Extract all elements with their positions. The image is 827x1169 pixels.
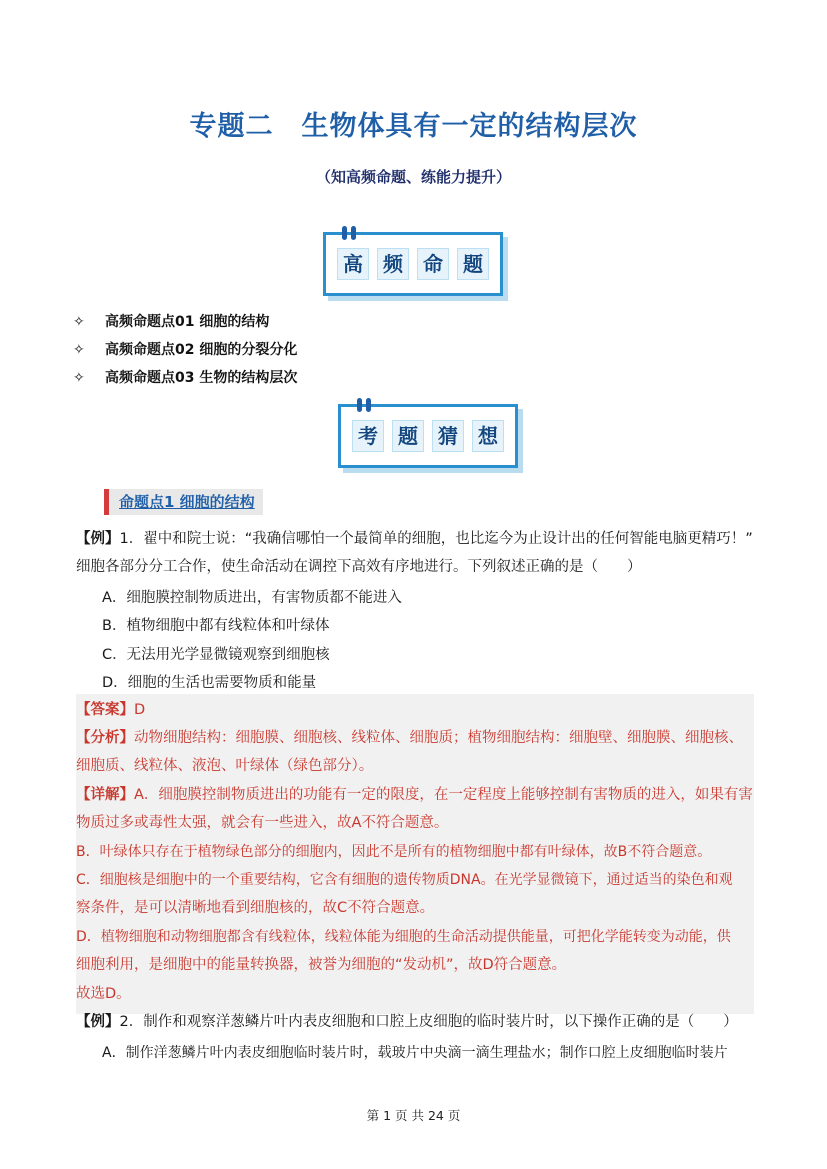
detail-text: 细胞利用，是细胞中的能量转换器，被誉为细胞的“发动机”，故D符合题意。	[76, 957, 567, 973]
option-a: A．细胞膜控制物质进出，有害物质都不能进入	[102, 590, 402, 606]
document-title: 专题二 生物体具有一定的结构层次	[189, 111, 638, 142]
page-number: 第 1 页 共 24 页	[366, 1108, 461, 1123]
section-heading: 命题点1 细胞的结构	[104, 489, 263, 515]
question-1-line: 细胞各部分分工合作，使生命活动在调控下高效有序地进行。下列叙述正确的是（ ）	[76, 559, 642, 575]
example-tag: 【例】	[76, 531, 120, 547]
star-bullet-icon: ✧	[73, 370, 85, 386]
document-subtitle: （知高频命题、练能力提升）	[315, 168, 511, 186]
detail-text: A．细胞膜控制物质进出的功能有一定的限度，在一定程度上能够控制有害物质的进入，如果有害	[134, 787, 753, 803]
option-c: C．无法用光学显微镜观察到细胞核	[102, 647, 330, 663]
analysis-tag: 【分析】	[76, 730, 134, 746]
banner-char: 命	[417, 248, 449, 280]
toc-item	[73, 339, 297, 359]
banner-char: 考	[352, 420, 384, 452]
toc-item-label: 高频命题点01 细胞的结构	[105, 314, 270, 330]
banner-char: 题	[457, 248, 489, 280]
option-d: D．细胞的生活也需要物质和能量	[102, 675, 317, 691]
option-b: B．植物细胞中都有线粒体和叶绿体	[102, 618, 330, 634]
detail-text: 故选D。	[76, 986, 131, 1002]
question-1-line	[76, 529, 753, 549]
answer-value: D	[134, 702, 146, 718]
detail-text: 察条件，是可以清晰地看到细胞核的，故C不符合题意。	[76, 900, 435, 916]
question-text: 2．制作和观察洋葱鳞片叶内表皮细胞和口腔上皮细胞的临时装片时，以下操作正确的是（ ）	[119, 1014, 738, 1030]
detail-line	[76, 785, 753, 805]
option-a: A．制作洋葱鳞片叶内表皮细胞临时装片时，载玻片中央滴一滴生理盐水；制作口腔上皮细胞临时装片	[102, 1045, 728, 1061]
answer-tag: 【答案】	[76, 702, 134, 718]
detail-tag: 【详解】	[76, 787, 134, 803]
analysis-line	[76, 728, 743, 748]
example-tag: 【例】	[76, 1014, 120, 1030]
question-2-line	[76, 1012, 738, 1032]
exam-guess-banner	[338, 404, 518, 468]
banner-char: 高	[337, 248, 369, 280]
banner-char: 题	[392, 420, 424, 452]
toc-item-label: 高频命题点03 生物的结构层次	[105, 370, 298, 386]
star-bullet-icon: ✧	[73, 342, 85, 358]
analysis-text: 细胞质、线粒体、液泡、叶绿体（绿色部分）。	[76, 758, 374, 774]
toc-item-label: 高频命题点02 细胞的分裂分化	[105, 342, 298, 358]
detail-text: C．细胞核是细胞中的一个重要结构，它含有细胞的遗传物质DNA。在光学显微镜下，通过适当的染色和观	[76, 872, 733, 888]
analysis-text: 动物细胞结构：细胞膜、细胞核、线粒体、细胞质；植物细胞结构：细胞壁、细胞膜、细胞核、	[134, 730, 743, 746]
detail-text: 物质过多或毒性太强，就会有一些进入，故A不符合题意。	[76, 815, 449, 831]
toc-item	[73, 311, 269, 331]
banner-char: 想	[472, 420, 504, 452]
answer-line	[76, 700, 145, 720]
banner-char: 频	[377, 248, 409, 280]
detail-text: B．叶绿体只存在于植物绿色部分的细胞内，因此不是所有的植物细胞中都有叶绿体，故B不符合题意。	[76, 844, 712, 860]
high-frequency-banner	[323, 232, 503, 296]
toc-item	[73, 367, 297, 387]
question-text: 1．翟中和院士说：“我确信哪怕一个最简单的细胞，也比迄今为止设计出的任何智能电脑更精巧！”	[119, 531, 753, 547]
star-bullet-icon: ✧	[73, 314, 85, 330]
detail-text: D．植物细胞和动物细胞都含有线粒体，线粒体能为细胞的生命活动提供能量，可把化学能转变为动能，供	[76, 929, 731, 945]
banner-char: 猜	[432, 420, 464, 452]
